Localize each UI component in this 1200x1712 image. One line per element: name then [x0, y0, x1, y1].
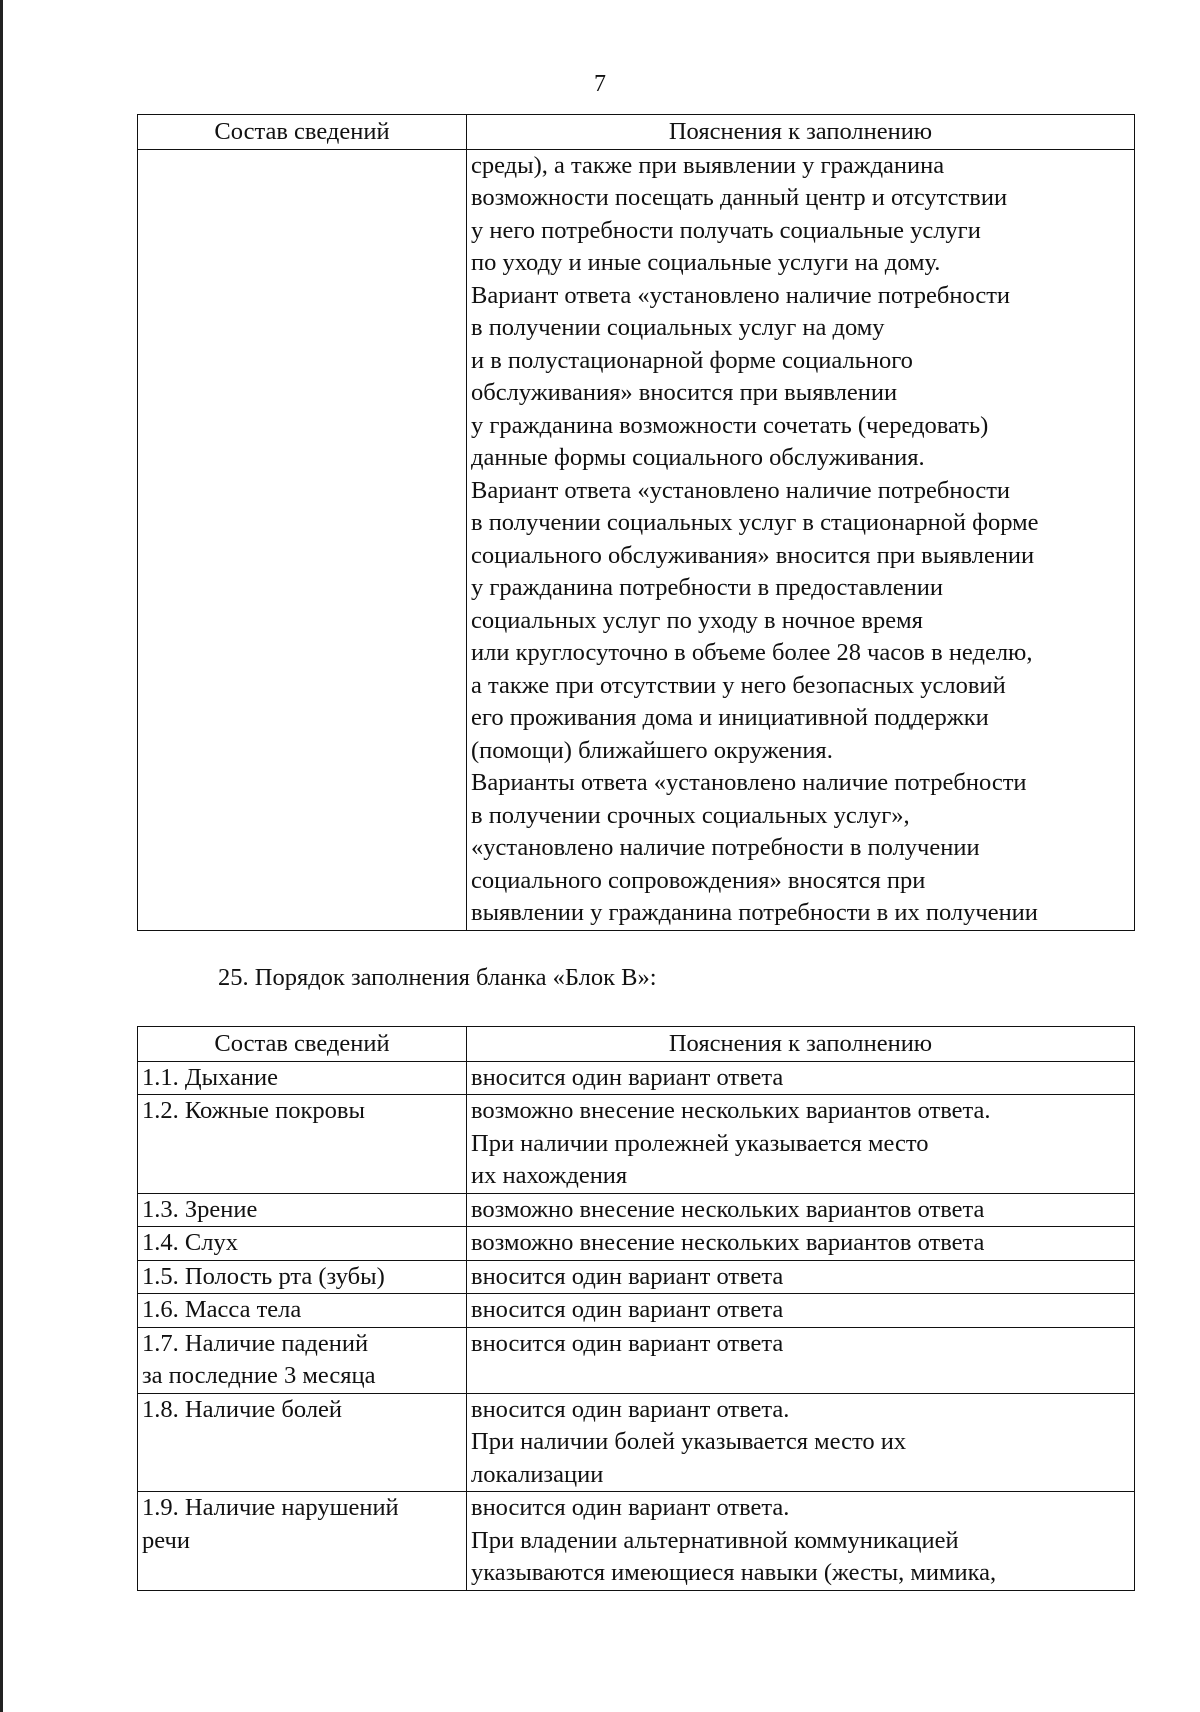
explanation-cell [467, 1095, 1135, 1194]
explanation-line: локализации [471, 1460, 604, 1488]
explanation-line: указываются имеющиеся навыки (жесты, мимика, [471, 1559, 997, 1586]
explanation-cell [467, 149, 1135, 930]
explanation-line: социального сопровождения» вносятся при [471, 866, 926, 894]
explanation-line: обслуживания» вносится при выявлении [471, 379, 898, 406]
table-row [138, 1193, 1135, 1227]
explanation-line: их нахождения [471, 1162, 628, 1189]
explanation-line: социальных услуг по уходу в ночное время [471, 606, 923, 634]
table-row [138, 1492, 1135, 1591]
composition-line: 1.8. Наличие болей [142, 1395, 343, 1423]
composition-line: 1.4. Слух [142, 1229, 238, 1256]
composition-line: 1.7. Наличие падений [142, 1329, 369, 1357]
explanation-cell [467, 1193, 1135, 1227]
composition-cell [138, 1393, 467, 1492]
explanation-line: в получении социальных услуг на дому [471, 314, 885, 341]
explanation-line: При владении альтернативной коммуникацией [471, 1526, 959, 1554]
composition-cell [138, 1327, 467, 1393]
explanation-line: вносится один вариант ответа [471, 1329, 784, 1357]
explanation-line: данные формы социального обслуживания. [471, 444, 925, 471]
table-row [138, 149, 1135, 930]
explanation-line: вносится один вариант ответа. [471, 1395, 790, 1423]
explanation-line: При наличии пролежней указывается место [471, 1129, 929, 1157]
scan-edge [0, 0, 3, 1712]
explanation-line: у гражданина возможности сочетать (чередовать) [471, 411, 989, 439]
explanation-line: и в полустационарной форме социального [471, 346, 913, 374]
composition-cell [138, 1227, 467, 1261]
composition-cell [138, 1061, 467, 1095]
composition-cell [138, 149, 467, 930]
explanation-cell [467, 1260, 1135, 1294]
column-header-composition: Состав сведений [138, 1027, 467, 1062]
column-header-explanation: Пояснения к заполнению [467, 1027, 1135, 1062]
table-row [138, 1227, 1135, 1261]
explanation-line: Вариант ответа «установлено наличие потребности [471, 476, 1011, 504]
table-header-row [138, 1027, 1135, 1062]
table-row [138, 1327, 1135, 1393]
section-heading: 25. Порядок заполнения бланка «Блок В»: [218, 964, 657, 991]
composition-line: 1.2. Кожные покровы [142, 1097, 365, 1124]
explanation-line: Варианты ответа «установлено наличие потребности [471, 769, 1027, 796]
composition-line: за последние 3 месяца [142, 1362, 376, 1389]
explanation-cell [467, 1327, 1135, 1393]
composition-line: 1.1. Дыхание [142, 1063, 278, 1091]
composition-cell [138, 1260, 467, 1294]
explanation-cell [467, 1393, 1135, 1492]
explanation-cell [467, 1227, 1135, 1261]
explanation-line: вносится один вариант ответа. [471, 1494, 790, 1521]
explanation-line: в получении социальных услуг в стационарной форме [471, 509, 1039, 536]
explanation-cell [467, 1061, 1135, 1095]
explanation-line: социального обслуживания» вносится при выявлении [471, 541, 1035, 569]
explanation-line: вносится один вариант ответа [471, 1262, 784, 1290]
composition-line: 1.3. Зрение [142, 1195, 258, 1223]
explanation-line: При наличии болей указывается место их [471, 1428, 907, 1455]
explanation-line: среды), а также при выявлении у гражданина [471, 151, 945, 179]
explanation-line: у гражданина потребности в предоставлении [471, 574, 943, 601]
explanation-line: вносится один вариант ответа [471, 1296, 784, 1323]
page-number: 7 [594, 71, 606, 97]
explanation-line: вносится один вариант ответа [471, 1063, 784, 1091]
explanation-line: у него потребности получать социальные услуги [471, 216, 981, 244]
composition-cell [138, 1492, 467, 1591]
explanation-line: возможно внесение нескольких вариантов ответа [471, 1195, 985, 1223]
explanation-line: в получении срочных социальных услуг», [471, 801, 910, 829]
explanation-line: Вариант ответа «установлено наличие потребности [471, 281, 1011, 309]
table-continued [137, 114, 1135, 931]
explanation-line: а также при отсутствии у него безопасных условий [471, 671, 1006, 699]
explanation-line: или круглосуточно в объеме более 28 часов в неделю, [471, 639, 1033, 666]
column-header-explanation: Пояснения к заполнению [467, 115, 1135, 150]
explanation-line: по уходу и иные социальные услуги на дому. [471, 249, 941, 276]
composition-cell [138, 1294, 467, 1328]
table-row [138, 1393, 1135, 1492]
explanation-cell [467, 1492, 1135, 1591]
explanation-line: возможности посещать данный центр и отсутствии [471, 184, 1008, 211]
composition-line: 1.5. Полость рта (зубы) [142, 1262, 385, 1290]
table-block-v [137, 1026, 1135, 1591]
table-header-row [138, 115, 1135, 150]
explanation-line: возможно внесение нескольких вариантов ответа [471, 1229, 985, 1256]
column-header-composition: Состав сведений [138, 115, 467, 150]
table-row [138, 1294, 1135, 1328]
table-row [138, 1061, 1135, 1095]
table-row [138, 1095, 1135, 1194]
composition-cell [138, 1193, 467, 1227]
composition-line: 1.6. Масса тела [142, 1296, 302, 1323]
explanation-cell [467, 1294, 1135, 1328]
explanation-line: его проживания дома и инициативной поддержки [471, 704, 989, 731]
explanation-line: (помощи) ближайшего окружения. [471, 736, 833, 764]
table-row [138, 1260, 1135, 1294]
explanation-line: возможно внесение нескольких вариантов ответа. [471, 1097, 991, 1124]
explanation-line: выявлении у гражданина потребности в их получении [471, 899, 1038, 926]
composition-line: 1.9. Наличие нарушений [142, 1494, 399, 1521]
composition-cell [138, 1095, 467, 1194]
explanation-line: «установлено наличие потребности в получении [471, 834, 980, 861]
composition-line: речи [142, 1526, 190, 1554]
